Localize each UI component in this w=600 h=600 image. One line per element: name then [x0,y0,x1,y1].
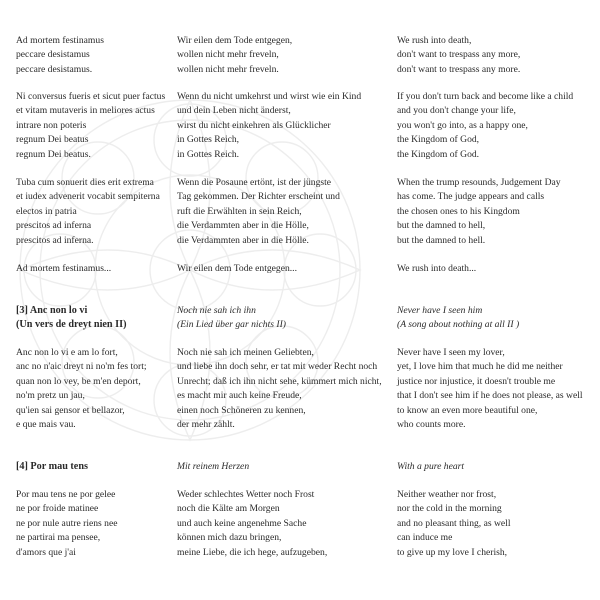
verse-line: We rush into death, [397,35,472,46]
verse-line: Anc non lo vi e am lo fort, [16,347,118,358]
verse-line: Wir eilen dem Tode entgegen... [177,263,297,274]
song-heading [177,460,249,474]
verse-line: intrare non poteris [16,119,87,131]
verse-line: Never have I seen my lover, [397,347,505,358]
verse-line: wollen nicht mehr freveln. [177,63,279,75]
stanza [16,346,147,432]
stanza [177,346,382,432]
verse-line: Ni conversus fueris et sicut puer factus [16,91,166,102]
verse-line: in Gottes Reich, [177,134,240,146]
verse-line: Ad mortem festinamus... [16,263,112,274]
verse-line: wollen nicht mehr freveln, [177,49,279,61]
song-subtitle: (Un vers de dreyt nien II) [16,319,127,331]
verse-line: Wenn die Posaune ertönt, ist der jüngste [177,177,332,188]
verse-line: don't want to trespass any more. [397,63,521,75]
verse-line: but the damned to hell. [397,234,486,246]
verse-line: can induce me [397,532,453,544]
verse-line: noch die Kälte am Morgen [177,503,280,515]
verse-line: has come. The judge appears and calls [397,191,545,203]
verse-line: nor the cold in the morning [397,503,502,515]
stanza [177,90,361,162]
song-title: [3] Anc non lo vi [16,305,88,316]
song-subtitle: (A song about nothing at all II ) [397,319,520,331]
verse-line: prescitos ad inferna. [16,234,94,246]
song-title: With a pure heart [397,461,465,472]
verse-line: ne partirai ma pensee, [16,532,101,544]
verse-line: and no pleasant thing, as well [397,517,511,529]
verse-line: ne por nule autre riens nee [16,517,118,529]
stanza [397,346,583,432]
verse-line: peccare desistamus. [16,63,93,75]
verse-line: peccare desistamus [16,49,90,61]
stanza [397,34,520,77]
verse-line: meine Liebe, die ich hege, aufzugeben, [177,546,328,558]
song-heading [397,460,464,474]
verse-line: to know an even more beautiful one, [397,404,538,416]
stanza [177,34,292,77]
verse-line: et iudex advenerit vocabit sempiterna [16,191,160,203]
verse-line: Por mau tens ne por gelee [16,489,116,500]
verse-line: Wenn du nicht umkehrst und wirst wie ein Kind [177,91,362,102]
song-heading [16,460,88,474]
verse-line: justice nor injustice, it doesn't trouble me [397,375,556,387]
verse-line: und auch keine angenehme Sache [177,517,307,529]
verse-line: in Gottes Reich. [177,148,240,160]
verse-line: können mich dazu bringen, [177,532,282,544]
stanza [397,176,561,248]
verse-line: regnum Dei beatus. [16,148,91,160]
verse-line: and you don't change your life, [397,105,516,117]
verse-line: prescitos ad inferna [16,220,92,232]
verse-line: the Kingdom of God, [397,134,480,146]
stanza [16,176,160,248]
song-heading [177,304,286,333]
verse-line: und dein Leben nicht änderst, [177,105,291,117]
verse-line: ne por froide matinee [16,503,99,515]
verse-line: Noch nie sah ich meinen Geliebten, [177,347,314,358]
stanza [16,90,165,162]
verse-line: When the trump resounds, Judgement Day [397,177,561,188]
song-title: Never have I seen him [397,305,483,316]
verse-line: es macht mir auch keine Freude, [177,390,302,402]
verse-line: don't want to trespass any more, [397,49,521,61]
stanza [397,488,511,560]
song-heading [397,304,519,333]
song-title: Mit reinem Herzen [177,461,250,472]
verse-line: die Verdammten aber in die Hölle, [177,220,309,232]
verse-line: e que mais vau. [16,419,76,431]
verse-line: regnum Dei beatus [16,134,89,146]
verse-line: qu'ien sai gensor et bellazor, [16,404,125,416]
verse-line: Neither weather nor frost, [397,489,497,500]
verse-line: Unrecht; daß ich ihn nicht sehe, kümmert mich nicht, [177,375,382,387]
verse-line: the chosen ones to his Kingdom [397,205,520,217]
verse-line: If you don't turn back and become like a child [397,91,574,102]
verse-line: electos in patria [16,205,77,217]
song-title: [4] Por mau tens [16,461,88,472]
verse-line: und liebe ihn doch sehr, er tat mit weder Recht noch [177,361,378,373]
verse-line: Tag gekommen. Der Richter erscheint und [177,191,340,203]
verse-line: no'm pretz un jau, [16,390,85,402]
stanza [16,488,118,560]
song-title: Noch nie sah ich ihn [177,305,256,316]
verse-line: die Verdammten aber in die Hölle. [177,234,309,246]
verse-line: to give up my love I cherish, [397,546,508,558]
verse-line: einen noch Schöneren zu kennen, [177,404,306,416]
verse-line: quan non lo vey, be m'en deport, [16,375,141,387]
stanza [397,262,476,276]
verse-line: Wir eilen dem Tode entgegen, [177,35,293,46]
verse-line: who counts more. [397,419,466,431]
verse-line: ruft die Erwählten in sein Reich, [177,205,302,217]
verse-line: d'amors que j'ai [16,546,76,558]
song-subtitle: (Ein Lied über gar nichts II) [177,319,286,331]
verse-line: We rush into death... [397,263,477,274]
verse-line: Ad mortem festinamus [16,35,104,46]
verse-line: Tuba cum sonuerit dies erit extrema [16,177,154,188]
verse-line: Weder schlechtes Wetter noch Frost [177,489,315,500]
stanza [177,262,297,276]
verse-line: et vitam mutaveris in meliores actus [16,105,155,117]
verse-line: yet, I love him that much he did me neither [397,361,563,373]
song-heading [16,304,126,333]
verse-line: der mehr zählt. [177,419,235,431]
stanza [397,90,573,162]
verse-line: that I don't see him if he does not please, as well [397,390,583,402]
verse-line: the Kingdom of God. [397,148,480,160]
stanza [177,176,340,248]
verse-line: wirst du nicht einkehren als Glücklicher [177,119,331,131]
stanza [16,262,111,276]
verse-line: but the damned to hell, [397,220,486,232]
stanza [16,34,104,77]
verse-line: anc no n'aic dreyt ni no'm fes tort; [16,361,147,373]
stanza [177,488,327,560]
verse-line: you won't go into, as a happy one, [397,119,528,131]
